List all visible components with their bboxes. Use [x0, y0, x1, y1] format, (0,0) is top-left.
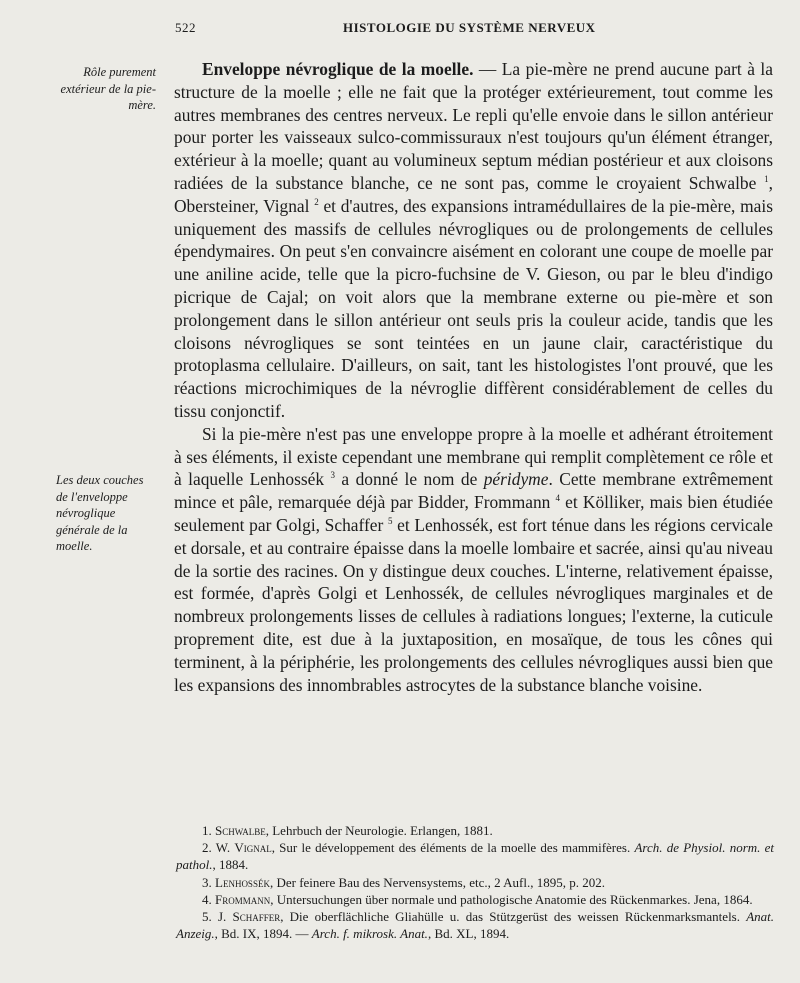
footnote-ref-2: 2 — [314, 196, 319, 207]
footnote-text: , Untersuchungen über normale und pathologische Anatomie des Rückenmarkes. Jena, 1864. — [270, 891, 753, 907]
footnote-number: 3. — [202, 874, 215, 890]
page-number: 522 — [175, 20, 196, 35]
footnote-tail: , Bd. IX, 1894. — — [214, 926, 312, 942]
term-peridyme: péridyme — [483, 469, 549, 490]
footnote-author: Lenhossék — [215, 874, 270, 890]
footnote-tail: , 1884. — [212, 857, 249, 873]
footnote-ref-3: 3 — [330, 470, 335, 481]
margin-note-role: Rôle purement extérieur de la pie-mère. — [60, 65, 156, 112]
footnote-5 — [176, 908, 774, 942]
main-text — [174, 58, 773, 696]
p2-text-c: . Cette membrane extrêmement mince et pâle, remarquée déjà par Bidder, Frommann — [174, 469, 773, 513]
footnote-journal: Arch. de Physiol. norm. et pathol. — [176, 840, 774, 873]
footnote-ref-4: 4 — [555, 493, 561, 504]
footnote-tail-2: , Bd. XL, 1894. — [427, 926, 510, 942]
footnote-number: 4. — [202, 891, 215, 907]
footnote-ref-1: 1 — [764, 174, 769, 185]
footnote-ref-5: 5 — [387, 516, 393, 527]
p2-text-a: Si la pie-mère n'est pas une enveloppe propre à la moelle et adhérant étroitement à ses éléments, il existe cependant une membrane qui remplit complètement ce rôle et à laquelle Lenhossék — [174, 423, 773, 490]
p2-text-e: et Lenhossék, est fort ténue dans les régions cervicale et dorsale, et au contraire épaisse dans la moelle lombaire et sacrée, ainsi qu'au niveau de la sortie des racines. On y distingue deux couches. L'interne, relativement épaisse, est formée, d'après Golgi et Lenhossék, de cellules névrogliques marginales et de nombreux prolongements lisses de cellules à radiations longues; l'externe, la cuticule proprement dite, est due à la juxtaposition, en mosaïque, de tous les cônes qui terminent, à la périphérie, les prolongements des cellules névrogliques aussi bien que les expansions des innombrables astrocytes de la substance blanche voisine. — [174, 514, 773, 695]
footnotes — [176, 822, 774, 942]
footnote-number: 1. — [202, 823, 215, 838]
footnote-4 — [176, 891, 774, 908]
footnote-3 — [176, 874, 774, 891]
footnote-text: , Der feinere Bau des Nervensystems, etc., 2 Aufl., 1895, p. 202. — [269, 874, 605, 890]
p1-text-b: , Obersteiner, Vignal — [174, 172, 773, 216]
footnote-journal-2: Arch. f. mikrosk. Anat. — [311, 926, 428, 942]
paragraph-2 — [174, 423, 773, 697]
p1-text-a: — La pie-mère ne prend aucune part à la structure de la moelle ; elle ne fait que la protéger extérieurement, tout comme les autres membranes des centres nerveux. Le repli qu'elle envoie dans le sillon antérieur pour porter les vaisseaux sulco-commissuraux n'est toujours qu'un élément étranger, extérieur à la moelle; quant au volumineux septum médian postérieur et aux cloisons radiées de la substance blanche, ce ne sont pas, comme le croyaient Schwalbe — [174, 59, 773, 193]
footnote-author: Schwalbe — [215, 823, 266, 838]
footnote-1 — [176, 822, 774, 839]
footnote-author: Schaffer — [232, 909, 281, 925]
footnote-author: Vignal — [234, 840, 272, 856]
footnote-journal: Anat. Anzeig. — [176, 909, 775, 942]
footnote-text: , Die oberflächliche Gliahülle u. das Stützgerüst des weissen Rückenmarksmantels. — [280, 909, 747, 925]
footnote-number: 2. W. — [202, 840, 235, 856]
p2-text-b: a donné le nom de — [334, 469, 484, 490]
footnote-text: , Sur le développement des éléments de la moelle des mammifères. — [271, 840, 635, 856]
footnote-author: Frommann — [215, 891, 271, 907]
footnote-2 — [176, 839, 774, 873]
margin-note-couches: Les deux couches de l'enveloppe névroglique générale de la moelle. — [56, 473, 144, 553]
page-header — [175, 20, 775, 40]
paragraph-1 — [174, 58, 773, 423]
p2-text-d: et Kölliker, mais bien étudiée seulement par Golgi, Schaffer — [174, 492, 773, 535]
p1-text-c: et d'autres, des expansions intramédullaires de la pie-mère, mais uniquement des massifs de cellules névrogliques ou de prolongements de cellules épendymaires. On peut s'en convaincre aisément en colorant une coupe de moelle par une aniline acide, telle que la picro-fuchsine de V. Gieson, ou par le bleu d'indigo picrique de Cajal; on voit alors que la membrane externe ou pie-mère et son prolongement dans le sillon antérieur ont seuls pris la couleur acide, tandis que les cloisons névrogliques se sont teintées en un jaune clair, caractéristique du protoplasma cellulaire. D'ailleurs, on sait, tant les histologistes l'ont prouvé, que les réactions microchimiques de la névroglie diffèrent considérablement de celles du tissu conjonctif. — [174, 195, 773, 421]
footnote-text: , Lehrbuch der Neurologie. Erlangen, 1881. — [265, 823, 493, 838]
running-title: HISTOLOGIE DU SYSTÈME NERVEUX — [343, 20, 596, 35]
section-heading: Enveloppe névroglique de la moelle. — [202, 59, 474, 79]
footnote-number: 5. J. — [202, 909, 233, 925]
